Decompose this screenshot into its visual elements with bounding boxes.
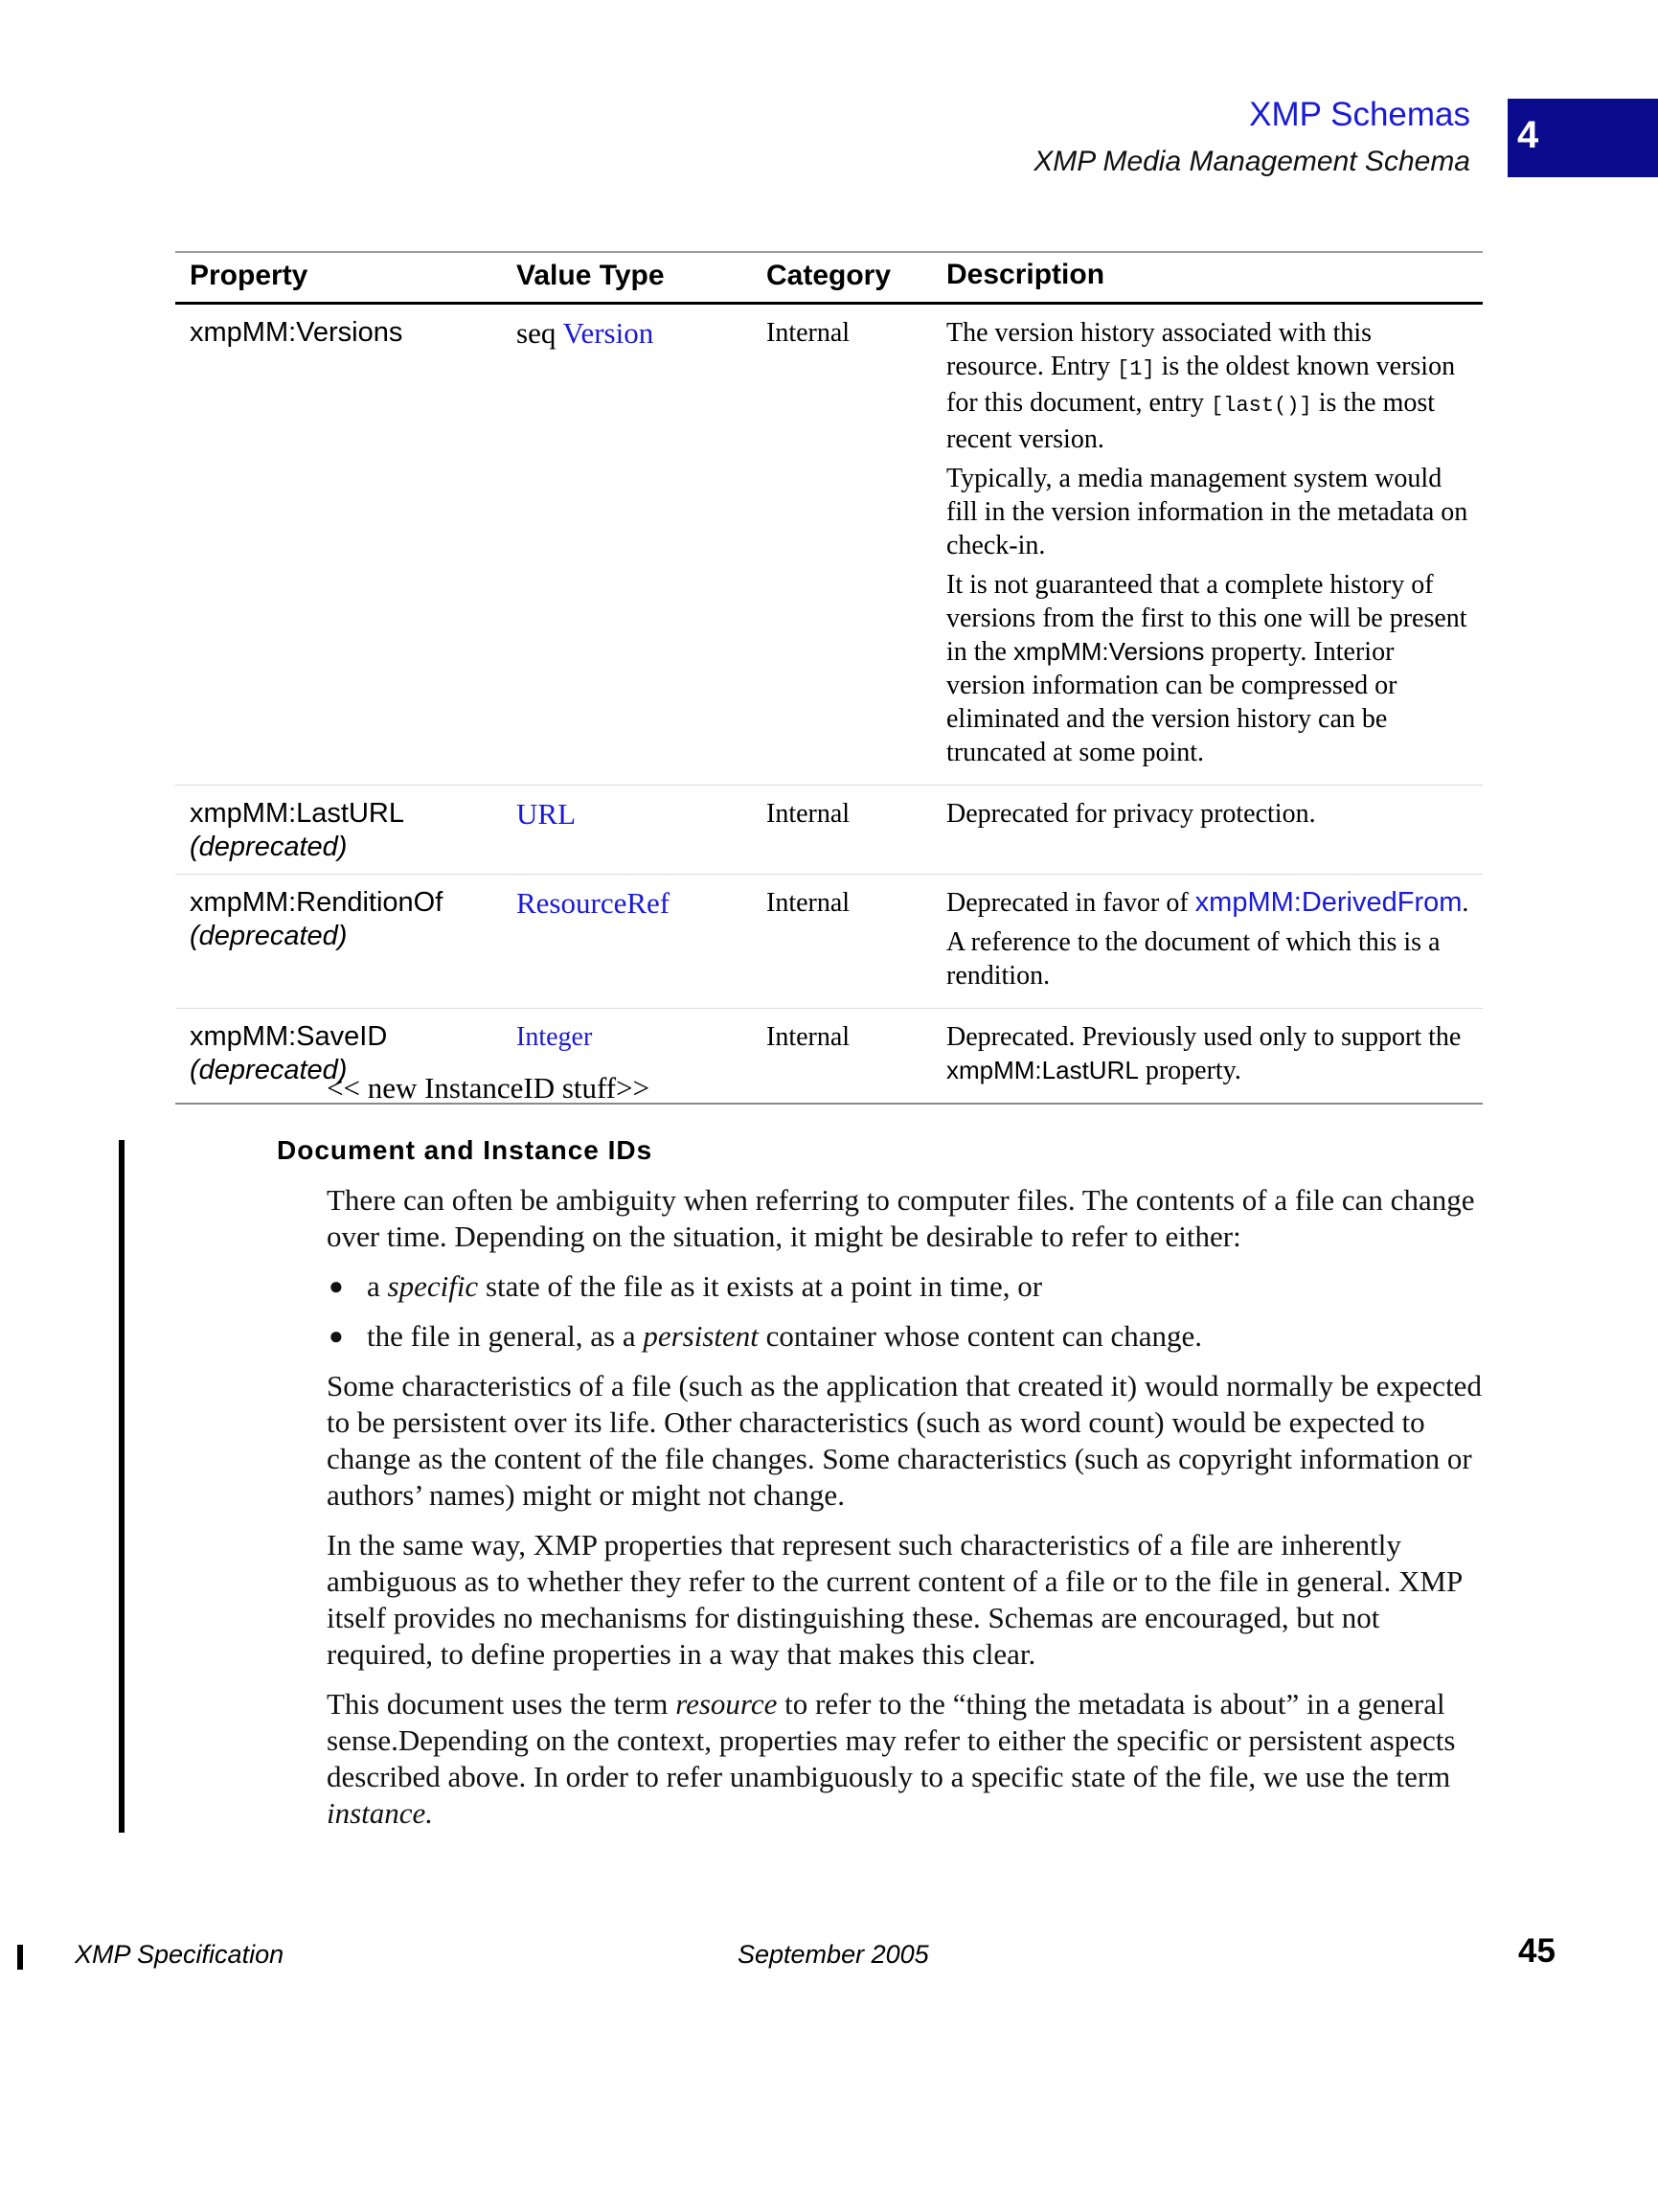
section-subtitle: XMP Media Management Schema [1033, 146, 1470, 177]
description-text: Deprecated in favor of [946, 888, 1195, 918]
property-name: xmpMM:RenditionOf [190, 887, 443, 918]
value-type [502, 786, 752, 875]
description-text: It is not guaranteed that a complete history of versions from the first to this one will be present in the [946, 570, 1467, 667]
column-header-property: Property [190, 260, 308, 291]
category: Internal [766, 1022, 851, 1052]
paragraph [327, 1686, 1486, 1832]
paragraph: There can often be ambiguity when referring to computer files. The contents of a file can change over time. Depending on the situation, it might be desirable to refer to either: [327, 1183, 1475, 1253]
bullet-item [327, 1268, 1486, 1305]
description-text: . [1462, 888, 1469, 918]
table-row [175, 875, 1483, 1009]
description-paragraph [946, 886, 1473, 920]
footer-change-bar [17, 1945, 23, 1970]
chapter-number: 4 [1517, 114, 1539, 156]
paragraph-text: This document uses the term [327, 1687, 676, 1721]
column-header-value-type: Value Type [516, 260, 665, 291]
bullet-icon: ● [329, 1322, 344, 1350]
description-paragraph: A reference to the document of which this is a rendition. [946, 927, 1441, 991]
value-type-prefix: seq [516, 316, 563, 350]
value-type-link[interactable]: Version [562, 316, 654, 350]
description [932, 786, 1483, 875]
description-paragraph [946, 316, 1473, 456]
emphasis: specific [387, 1269, 479, 1303]
description [932, 304, 1483, 786]
value-type-link[interactable]: URL [516, 797, 576, 831]
emphasis: resource [675, 1687, 778, 1721]
property-name: xmpMM:SaveID [190, 1021, 388, 1052]
code-text: [last()] [1211, 394, 1312, 418]
description-text: is the oldest known version for this document, entry [946, 352, 1456, 418]
bullet-text: container whose content can change. [758, 1319, 1202, 1353]
description-paragraph [946, 1020, 1473, 1087]
page-number: 45 [1518, 1932, 1556, 1970]
footer-doc-title: XMP Specification [75, 1940, 284, 1969]
paragraph: In the same way, XMP properties that represent such characteristics of a file are inherently ambiguous as to whether they refer to the current content of a file or to the file in general. XMP itself provides no mechanisms for distinguishing these. Schemas are encouraged, but not required, to define properties in a way that makes this clear. [327, 1528, 1463, 1671]
table-row [175, 304, 1483, 786]
value-type [502, 875, 752, 1009]
property-reference: xmpMM:LastURL [946, 1056, 1139, 1084]
code-text: [1] [1117, 357, 1155, 381]
property-cell [175, 875, 502, 1009]
description [932, 875, 1483, 1009]
description-paragraph [946, 568, 1473, 769]
description-paragraph: Typically, a media management system would fill in the version information in the metadata on check-in. [946, 464, 1468, 560]
deprecated-label: (deprecated) [190, 1055, 348, 1085]
description-text: The version history associated with this resource. Entry [946, 318, 1373, 381]
property-cell [175, 786, 502, 875]
bullet-text: state of the file as it exists at a point in time, or [478, 1269, 1043, 1303]
category: Internal [766, 318, 851, 348]
bullet-icon: ● [329, 1272, 344, 1300]
editor-note: << new InstanceID stuff>> [327, 1071, 650, 1105]
emphasis: instance. [327, 1796, 434, 1830]
deprecated-label: (deprecated) [190, 832, 348, 862]
property-table [175, 251, 1483, 1105]
description-text: Deprecated. Previously used only to support the [946, 1022, 1462, 1052]
description-text: property. [1138, 1056, 1241, 1085]
description-paragraph: Deprecated for privacy protection. [946, 799, 1316, 829]
table-row [175, 786, 1483, 875]
description-text: is the most recent version. [946, 388, 1436, 454]
section-heading: Document and Instance IDs [277, 1135, 653, 1165]
chapter-tab [1508, 99, 1658, 177]
category: Internal [766, 888, 851, 918]
paragraph-text: to refer to the “thing the metadata is about” in a general sense.Depending on the context, properties may refer to either the specific or persistent aspects described above. In order to refer unambiguously to a specific state of the file, we use the term [327, 1687, 1456, 1793]
change-bar [119, 1140, 125, 1833]
column-header-category: Category [766, 260, 892, 291]
category: Internal [766, 799, 851, 829]
deprecated-label: (deprecated) [190, 921, 348, 951]
property-name: xmpMM:LastURL [190, 798, 404, 829]
property-reference: xmpMM:Versions [1013, 637, 1205, 666]
derived-from-link[interactable]: xmpMM:DerivedFrom [1194, 887, 1463, 918]
description [932, 1009, 1483, 1105]
value-type [502, 304, 752, 786]
section-title: XMP Schemas [1249, 96, 1470, 133]
bullet-text: a [367, 1269, 388, 1303]
table-header-row [175, 252, 1483, 304]
bullet-item [327, 1318, 1486, 1355]
description-text: property. Interior version information can be compressed or eliminated and the version history can be truncated at some point. [946, 637, 1397, 767]
footer-date: September 2005 [738, 1940, 929, 1969]
emphasis: persistent [643, 1319, 759, 1353]
body-text [327, 1182, 1486, 1845]
property-name: xmpMM:Versions [190, 317, 403, 348]
bullet-text: the file in general, as a [367, 1319, 644, 1353]
value-type-link[interactable]: ResourceRef [516, 886, 670, 920]
column-header-description: Description [946, 259, 1105, 290]
paragraph: Some characteristics of a file (such as the application that created it) would normally be expected to be persistent over its life. Other characteristics (such as word count) would be expected to change as the content of the file changes. Some characteristics (such as copyright information or authors’ names) might or might not change. [327, 1369, 1482, 1512]
value-type-link[interactable]: Integer [516, 1022, 593, 1052]
